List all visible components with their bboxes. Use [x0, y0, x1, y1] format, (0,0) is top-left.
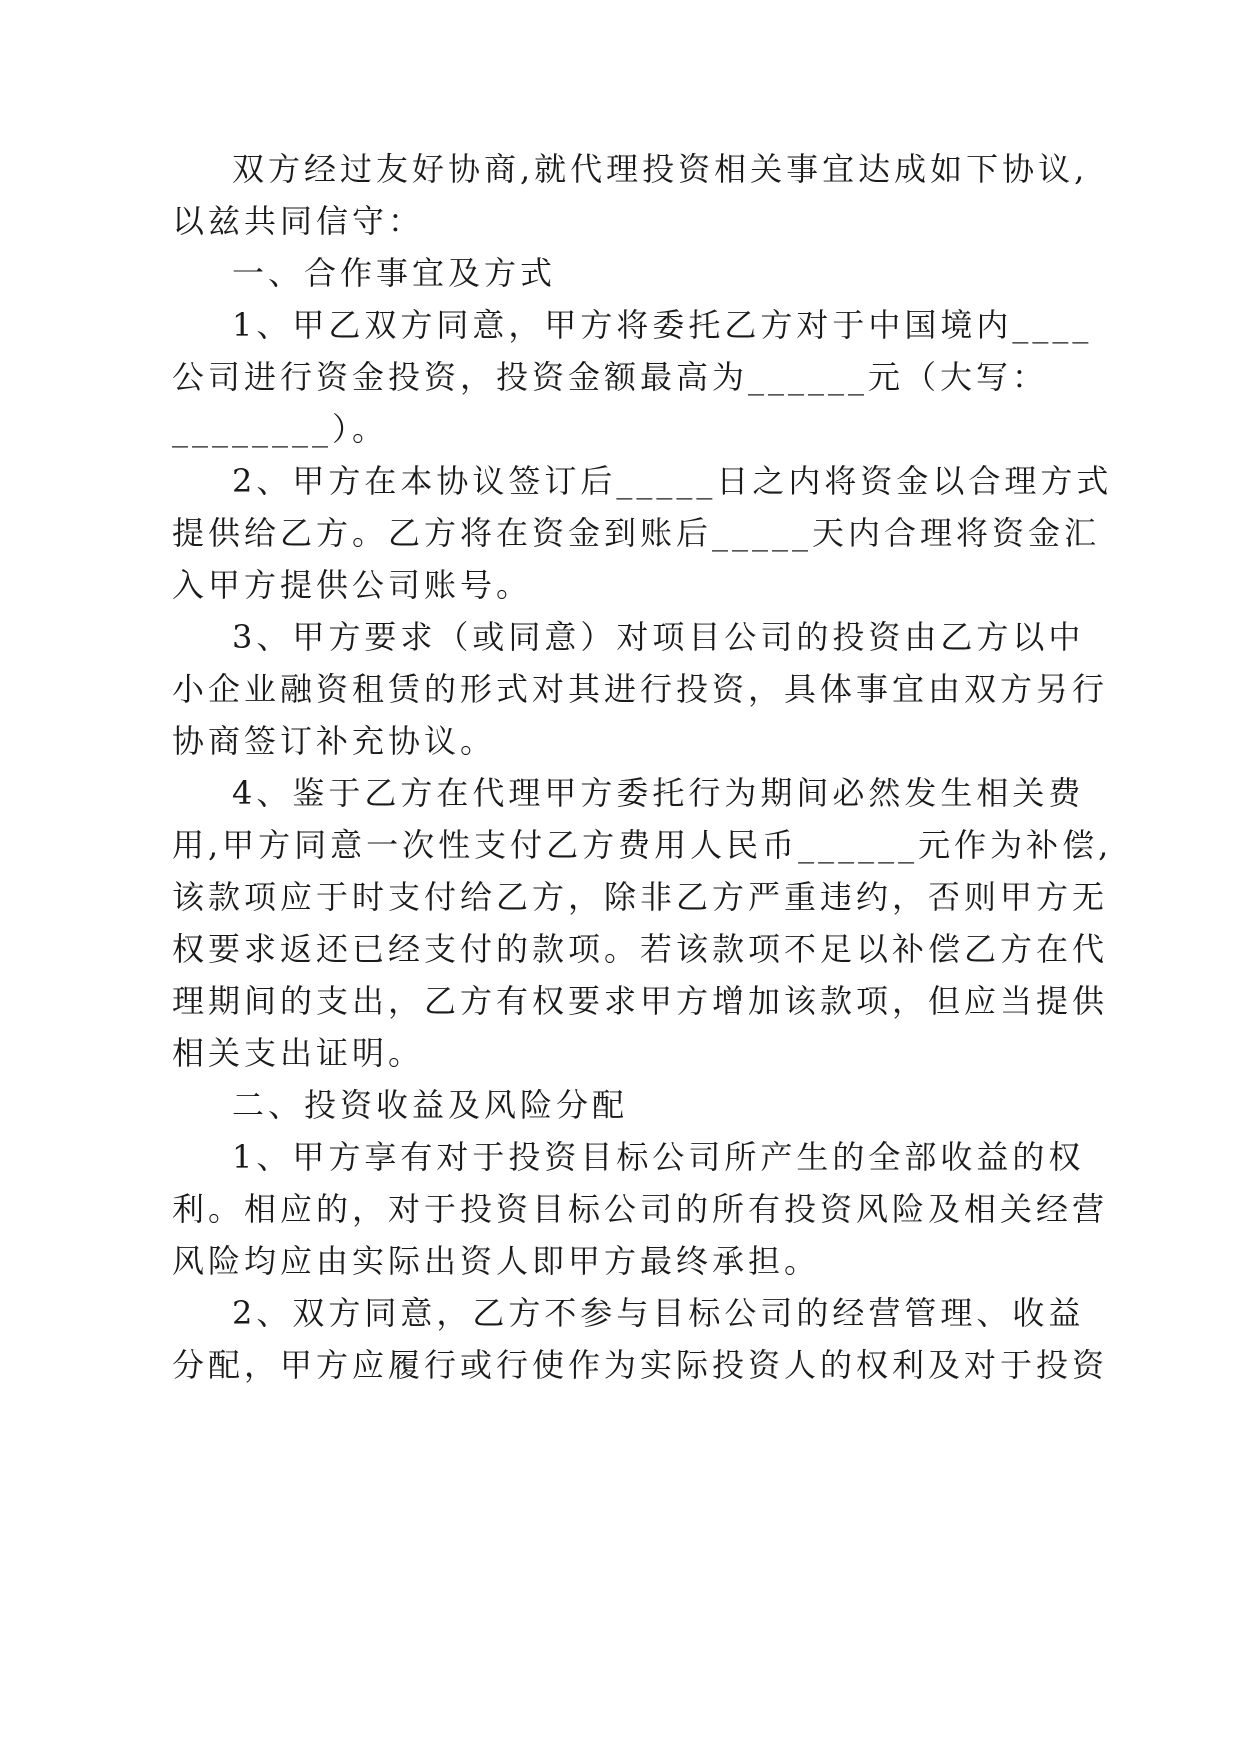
clause-1-4-line-1: 4、鉴于乙方在代理甲方委托行为期间必然发生相关费 [232, 774, 1085, 812]
clause-2-1-line-2: 利。相应的，对于投资目标公司的所有投资风险及相关经营 [172, 1190, 1109, 1228]
clause-1-3-line-2: 小企业融资租赁的形式对其进行投资，具体事宜由双方另行 [172, 670, 1109, 708]
clause-1-1-line-1: 1、甲乙双方同意，甲方将委托乙方对于中国境内____ [232, 306, 1093, 344]
clause-1-1-line-2: 公司进行资金投资，投资金额最高为______元（大写： [172, 358, 1049, 396]
clause-1-4-line-4: 权要求返还已经支付的款项。若该款项不足以补偿乙方在代 [172, 930, 1109, 968]
section-heading-1: 一、合作事宜及方式 [232, 254, 557, 292]
intro-line-1: 双方经过友好协商,就代理投资相关事宜达成如下协议, [232, 150, 1089, 188]
clause-1-4-line-2: 用,甲方同意一次性支付乙方费用人民币______元作为补偿, [172, 826, 1113, 864]
clause-1-4-line-3: 该款项应于时支付给乙方，除非乙方严重违约，否则甲方无 [172, 878, 1109, 916]
clause-1-3-line-1: 3、甲方要求（或同意）对项目公司的投资由乙方以中 [232, 618, 1085, 656]
clause-1-3-line-3: 协商签订补充协议。 [172, 722, 497, 760]
clause-2-1-line-1: 1、甲方享有对于投资目标公司所产生的全部收益的权 [232, 1138, 1085, 1176]
intro-line-2: 以兹共同信守： [172, 202, 425, 240]
clause-1-2-line-1: 2、甲方在本协议签订后_____日之内将资金以合理方式 [232, 462, 1113, 500]
clause-1-1-line-3: ________）。 [172, 410, 389, 448]
clause-2-2-line-2: 分配，甲方应履行或行使作为实际投资人的权利及对于投资 [172, 1346, 1109, 1384]
clause-1-4-line-6: 相关支出证明。 [172, 1034, 425, 1072]
clause-1-4-line-5: 理期间的支出，乙方有权要求甲方增加该款项，但应当提供 [172, 982, 1109, 1020]
clause-1-2-line-2: 提供给乙方。乙方将在资金到账后_____天内合理将资金汇 [172, 514, 1101, 552]
section-heading-2: 二、投资收益及风险分配 [232, 1086, 629, 1124]
clause-2-1-line-3: 风险均应由实际出资人即甲方最终承担。 [172, 1242, 821, 1280]
clause-2-2-line-1: 2、双方同意，乙方不参与目标公司的经营管理、收益 [232, 1294, 1085, 1332]
clause-1-2-line-3: 入甲方提供公司账号。 [172, 566, 533, 604]
